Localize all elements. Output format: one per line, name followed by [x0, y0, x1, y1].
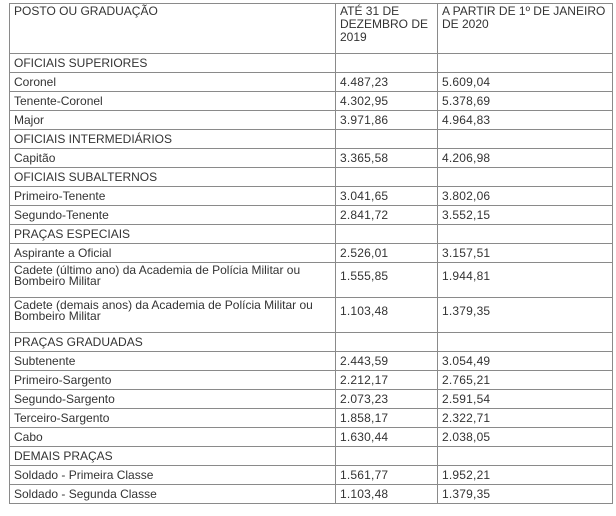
table-row [10, 244, 613, 263]
table-row [10, 371, 613, 390]
rank-cell: Cabo [10, 428, 336, 447]
value-2020-cell: 4.964,83 [438, 111, 613, 130]
section-title: DEMAIS PRAÇAS [10, 447, 336, 466]
value-2019-cell: 2.073,23 [336, 390, 438, 409]
rank-cell: Terceiro-Sargento [10, 409, 336, 428]
rank-cell: Major [10, 111, 336, 130]
value-2020-cell: 3.157,51 [438, 244, 613, 263]
table-row [10, 111, 613, 130]
empty-cell [438, 168, 613, 187]
value-2020-cell: 1.379,35 [438, 298, 613, 333]
empty-cell [438, 54, 613, 73]
rank-cell: Cadete (último ano) da Academia de Polícia Militar ou Bombeiro Militar [10, 263, 336, 298]
empty-cell [336, 130, 438, 149]
section-title: PRAÇAS ESPECIAIS [10, 225, 336, 244]
empty-cell [438, 333, 613, 352]
header-row [10, 4, 613, 54]
value-2020-cell: 1.379,35 [438, 485, 613, 504]
table-row [10, 485, 613, 504]
section-title: OFICIAIS SUBALTERNOS [10, 168, 336, 187]
table-row [10, 73, 613, 92]
value-2019-cell: 1.858,17 [336, 409, 438, 428]
rank-cell: Primeiro-Tenente [10, 187, 336, 206]
value-2019-cell: 4.302,95 [336, 92, 438, 111]
salary-table-body [10, 4, 613, 504]
value-2020-cell: 5.378,69 [438, 92, 613, 111]
header-from-2020: A PARTIR DE 1º DE JANEIRO DE 2020 [438, 4, 613, 54]
empty-cell [336, 54, 438, 73]
rank-cell: Soldado - Primeira Classe [10, 466, 336, 485]
value-2019-cell: 1.103,48 [336, 298, 438, 333]
table-row [10, 390, 613, 409]
table-row [10, 187, 613, 206]
empty-cell [438, 447, 613, 466]
value-2019-cell: 4.487,23 [336, 73, 438, 92]
value-2019-cell: 2.526,01 [336, 244, 438, 263]
value-2019-cell: 1.555,85 [336, 263, 438, 298]
header-until-2019: ATÉ 31 DE DEZEMBRO DE 2019 [336, 4, 438, 54]
value-2020-cell: 2.322,71 [438, 409, 613, 428]
section-row [10, 333, 613, 352]
value-2020-cell: 5.609,04 [438, 73, 613, 92]
value-2019-cell: 2.841,72 [336, 206, 438, 225]
value-2019-cell: 1.630,44 [336, 428, 438, 447]
value-2019-cell: 2.212,17 [336, 371, 438, 390]
value-2019-cell: 1.103,48 [336, 485, 438, 504]
rank-cell: Aspirante a Oficial [10, 244, 336, 263]
rank-cell: Subtenente [10, 352, 336, 371]
value-2020-cell: 1.952,21 [438, 466, 613, 485]
empty-cell [438, 225, 613, 244]
rank-cell: Cadete (demais anos) da Academia de Polícia Militar ou Bombeiro Militar [10, 298, 336, 333]
header-rank: POSTO OU GRADUAÇÃO [10, 4, 336, 54]
table-row [10, 298, 613, 333]
value-2020-cell: 3.054,49 [438, 352, 613, 371]
rank-cell: Capitão [10, 149, 336, 168]
rank-cell: Segundo-Sargento [10, 390, 336, 409]
table-row [10, 92, 613, 111]
empty-cell [438, 130, 613, 149]
empty-cell [336, 333, 438, 352]
table-row [10, 263, 613, 298]
table-row [10, 352, 613, 371]
section-row [10, 54, 613, 73]
rank-cell: Coronel [10, 73, 336, 92]
section-row [10, 447, 613, 466]
empty-cell [336, 447, 438, 466]
empty-cell [336, 225, 438, 244]
value-2020-cell: 4.206,98 [438, 149, 613, 168]
value-2019-cell: 3.971,86 [336, 111, 438, 130]
value-2020-cell: 2.765,21 [438, 371, 613, 390]
rank-cell: Tenente-Coronel [10, 92, 336, 111]
table-row [10, 206, 613, 225]
rank-cell: Soldado - Segunda Classe [10, 485, 336, 504]
value-2020-cell: 3.802,06 [438, 187, 613, 206]
table-row [10, 149, 613, 168]
value-2020-cell: 2.591,54 [438, 390, 613, 409]
value-2020-cell: 2.038,05 [438, 428, 613, 447]
section-title: PRAÇAS GRADUADAS [10, 333, 336, 352]
value-2019-cell: 3.365,58 [336, 149, 438, 168]
table-row [10, 466, 613, 485]
section-title: OFICIAIS INTERMEDIÁRIOS [10, 130, 336, 149]
table-row [10, 428, 613, 447]
value-2020-cell: 1.944,81 [438, 263, 613, 298]
value-2020-cell: 3.552,15 [438, 206, 613, 225]
section-row [10, 168, 613, 187]
salary-table [9, 3, 613, 504]
section-row [10, 130, 613, 149]
empty-cell [336, 168, 438, 187]
value-2019-cell: 1.561,77 [336, 466, 438, 485]
section-title: OFICIAIS SUPERIORES [10, 54, 336, 73]
section-row [10, 225, 613, 244]
value-2019-cell: 3.041,65 [336, 187, 438, 206]
rank-cell: Segundo-Tenente [10, 206, 336, 225]
rank-cell: Primeiro-Sargento [10, 371, 336, 390]
value-2019-cell: 2.443,59 [336, 352, 438, 371]
table-row [10, 409, 613, 428]
